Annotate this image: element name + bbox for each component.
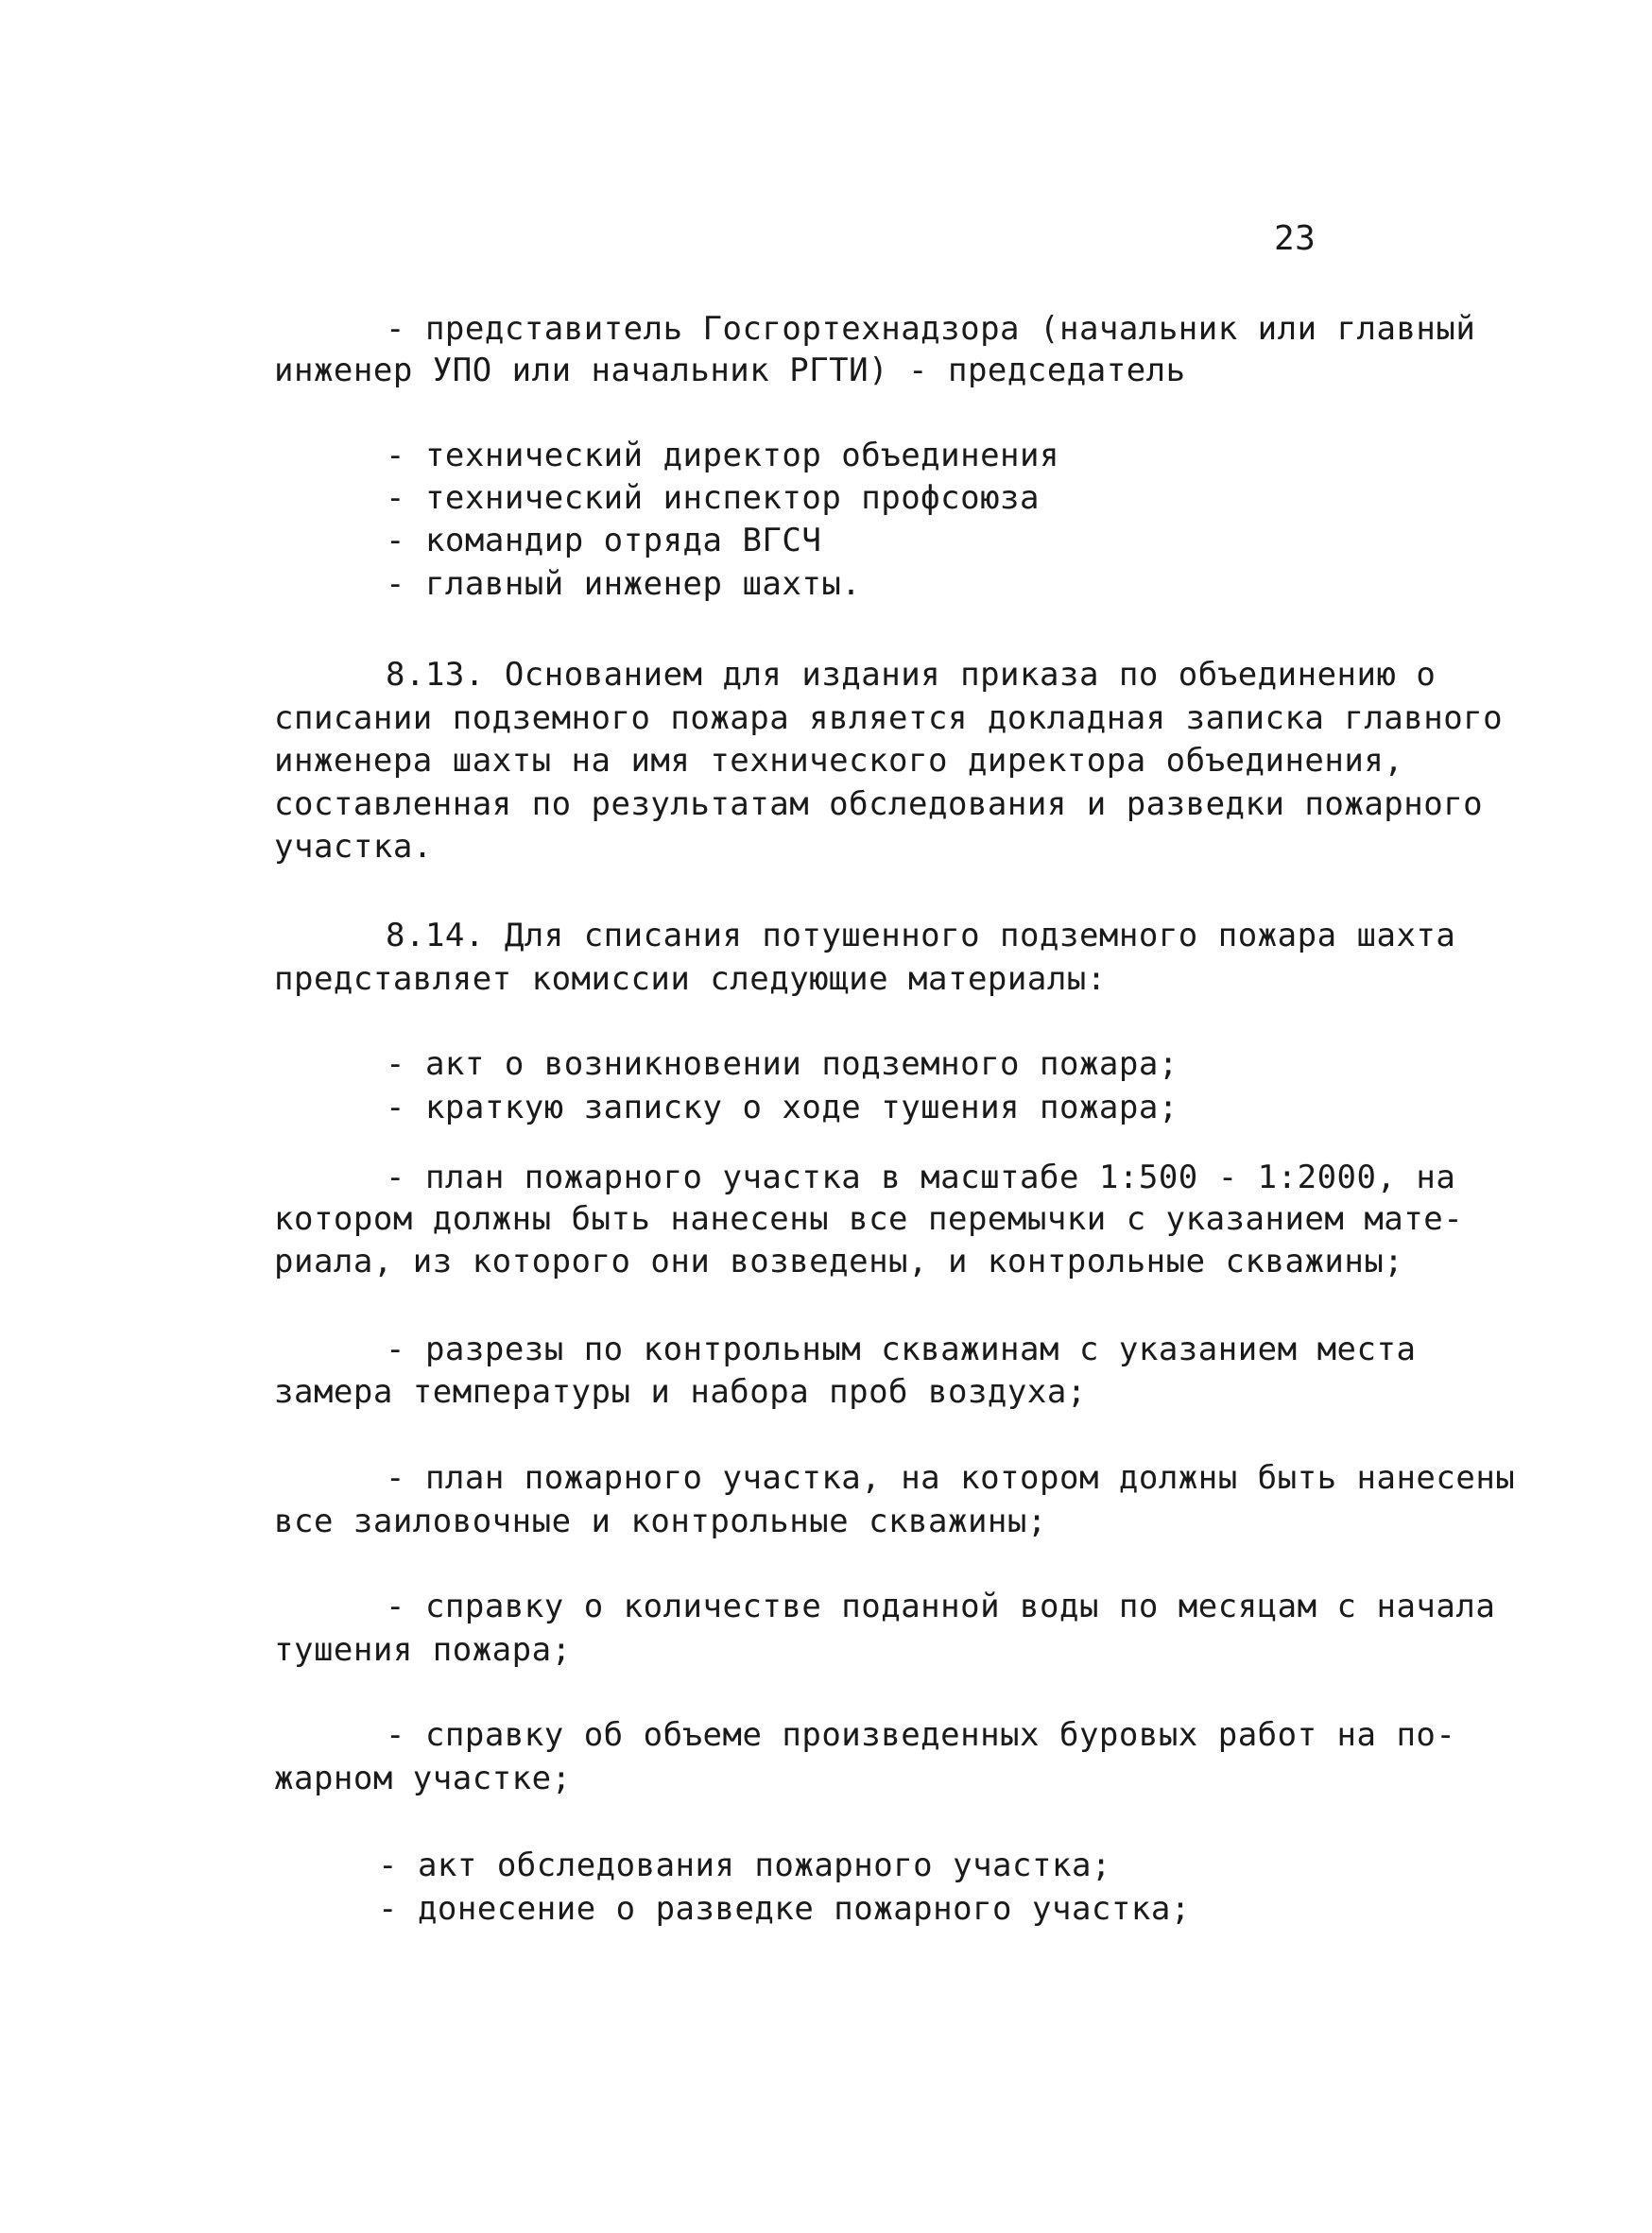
materials-item-continuation: замера температуры и набора проб воздуха; bbox=[274, 1373, 1087, 1411]
materials-item-continuation: тушения пожара; bbox=[274, 1631, 572, 1669]
materials-item-continuation: котором должны быть нанесены все перемычки с указанием мате- bbox=[274, 1200, 1464, 1238]
page-number: 23 bbox=[1274, 219, 1316, 258]
commission-member: - технический директор объединения bbox=[386, 437, 1059, 474]
section-8-13-line: инженера шахты на имя технического директора объединения, bbox=[274, 742, 1404, 780]
commission-chair-line-2: инженер УПО или начальник РГТИ) - председатель bbox=[274, 352, 1186, 389]
materials-item: - донесение о разведке пожарного участка; bbox=[378, 1890, 1191, 1928]
section-8-13-line: списании подземного пожара является докладная записка главного bbox=[274, 699, 1504, 737]
materials-item: - справку об объеме произведенных буровых работ на по- bbox=[386, 1716, 1456, 1754]
materials-item-continuation: риала, из которого они возведены, и контрольные скважины; bbox=[274, 1243, 1404, 1280]
section-8-13-line: 8.13. Основанием для издания приказа по объединению о bbox=[386, 656, 1437, 694]
materials-item: - разрезы по контрольным скважинам с указанием места bbox=[386, 1331, 1417, 1368]
materials-item: - акт обследования пожарного участка; bbox=[378, 1847, 1111, 1884]
materials-item-continuation: жарном участке; bbox=[274, 1760, 572, 1797]
commission-member: - командир отряда ВГСЧ bbox=[386, 522, 822, 559]
materials-item: - справку о количестве поданной воды по месяцам с начала bbox=[386, 1588, 1496, 1625]
materials-item: - акт о возникновении подземного пожара; bbox=[386, 1045, 1179, 1083]
materials-item-continuation: все заиловочные и контрольные скважины; bbox=[274, 1503, 1047, 1540]
materials-item: - план пожарного участка в масштабе 1:500 - 1:2000, на bbox=[386, 1159, 1456, 1196]
materials-item: - краткую записку о ходе тушения пожара; bbox=[386, 1089, 1179, 1126]
commission-member: - главный инженер шахты. bbox=[386, 565, 862, 603]
section-8-13-line: участка. bbox=[274, 828, 433, 866]
section-8-14-intro-line-1: 8.14. Для списания потушенного подземного пожара шахта bbox=[386, 917, 1456, 954]
materials-item: - план пожарного участка, на котором должны быть нанесены bbox=[386, 1459, 1516, 1497]
section-8-13-line: составленная по результатам обследования и разведки пожарного bbox=[274, 785, 1484, 823]
section-8-14-intro-line-2: представляет комиссии следующие материалы: bbox=[274, 960, 1107, 998]
commission-member: - технический инспектор профсоюза bbox=[386, 479, 1041, 517]
commission-chair-line-1: - представитель Госгортехнадзора (начальник или главный bbox=[386, 310, 1476, 348]
